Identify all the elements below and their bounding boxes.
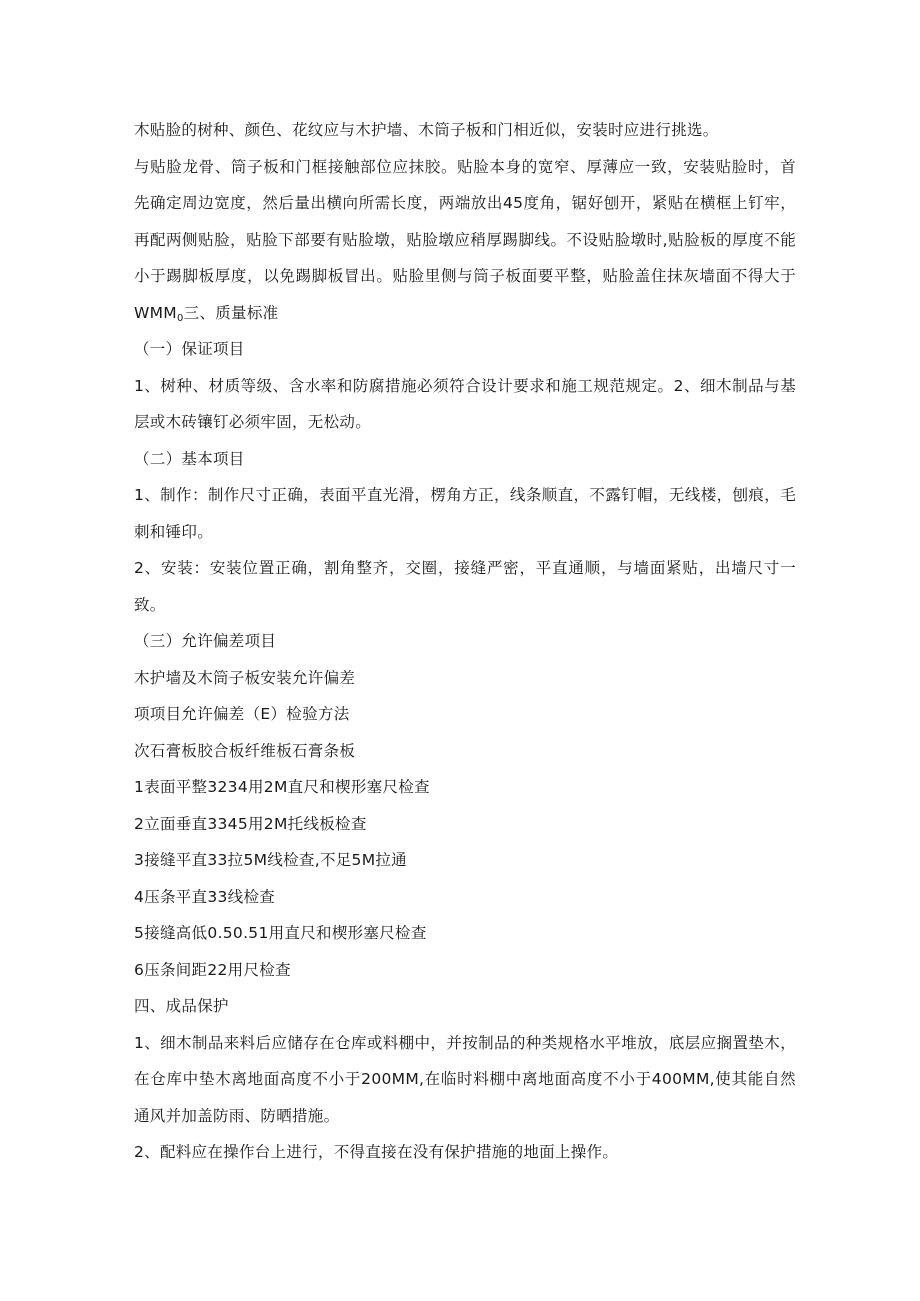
paragraph-basic-installation: 2、安装：安装位置正确，割角整齐，交圈，接缝严密，平直通顺，与墙面紧贴，出墙尺寸一致。 xyxy=(134,559,796,614)
paragraph-guarantee-items: 1、树种、材质等级、含水率和防腐措施必须符合设计要求和施工规范规定。2、细木制品与基层或木砖镶钉必须牢固，无松动。 xyxy=(134,376,796,431)
tolerance-row: 6压条间距22用尺检查 xyxy=(134,960,291,979)
paragraph-protection-workbench: 2、配料应在操作台上进行，不得直接在没有保护措施的地面上操作。 xyxy=(134,1143,619,1161)
tolerance-row: 3接缝平直33拉5M线检查,不足5M拉通 xyxy=(134,851,407,869)
paragraph-protection-storage: 1、细木制品来料后应储存在仓库或料棚中，并按制品的种类规格水平堆放，底层应搁置垫木，在仓库中垫木离地面高度不小于200MM,在临时料棚中离地面高度不小于400MM,使其能自然通风并加盖防雨、防晒措施。 xyxy=(134,1033,796,1125)
tolerance-table-title: 木护墙及木筒子板安装允许偏差 xyxy=(134,668,356,687)
tolerance-row: 5接缝高低0.50.51用直尺和楔形塞尺检查 xyxy=(134,924,427,942)
document-body xyxy=(134,112,796,1171)
tolerance-row: 1表面平整3234用2M直尺和楔形塞尺检查 xyxy=(134,778,430,796)
heading-guarantee-items: （一）保证项目 xyxy=(134,340,245,358)
tolerance-row: 2立面垂直3345用2M托线板检查 xyxy=(134,814,367,833)
paragraph-veneer-selection: 木贴脸的树种、颜色、花纹应与木护墙、木筒子板和门相近似，安装时应进行挑选。 xyxy=(134,121,719,139)
paragraph-basic-fabrication: 1、制作：制作尺寸正确，表面平直光滑，楞角方正，线条顺直，不露钉帽，无线楼，刨痕，毛刺和锤印。 xyxy=(134,486,796,541)
heading-tolerance-items: （三）允许偏差项目 xyxy=(134,632,277,650)
tolerance-row: 4压条平直33线检查 xyxy=(134,887,276,906)
subscript-zero: 0 xyxy=(176,312,184,324)
tolerance-table-header-2: 次石膏板胶合板纤维板石膏条板 xyxy=(134,741,356,760)
heading-basic-items: （二）基本项目 xyxy=(134,449,245,468)
paragraph-veneer-installation xyxy=(134,149,796,332)
tolerance-table-header-1: 项项目允许偏差（E）检验方法 xyxy=(134,705,350,723)
section-heading-quality-standard: 三、质量标准 xyxy=(183,303,279,322)
paragraph-veneer-installation-text: 与贴脸龙骨、筒子板和门框接触部位应抹胶。贴脸本身的宽窄、厚薄应一致，安装贴脸时，首先确定周边宽度，然后量出横向所需长度，两端放出45度角，锯好刨开，紧贴在横框上钉牢，再配两侧贴脸，贴脸下部要有贴脸墩，贴脸墩应稍厚踢脚线。不设贴脸墩时,贴脸板的厚度不能小于踢脚板厚度，以免踢脚板冒出。贴脸里侧与筒子板面要平整，贴脸盖住抹灰墙面不得大于WMM xyxy=(134,157,796,322)
heading-product-protection: 四、成品保护 xyxy=(134,997,229,1015)
